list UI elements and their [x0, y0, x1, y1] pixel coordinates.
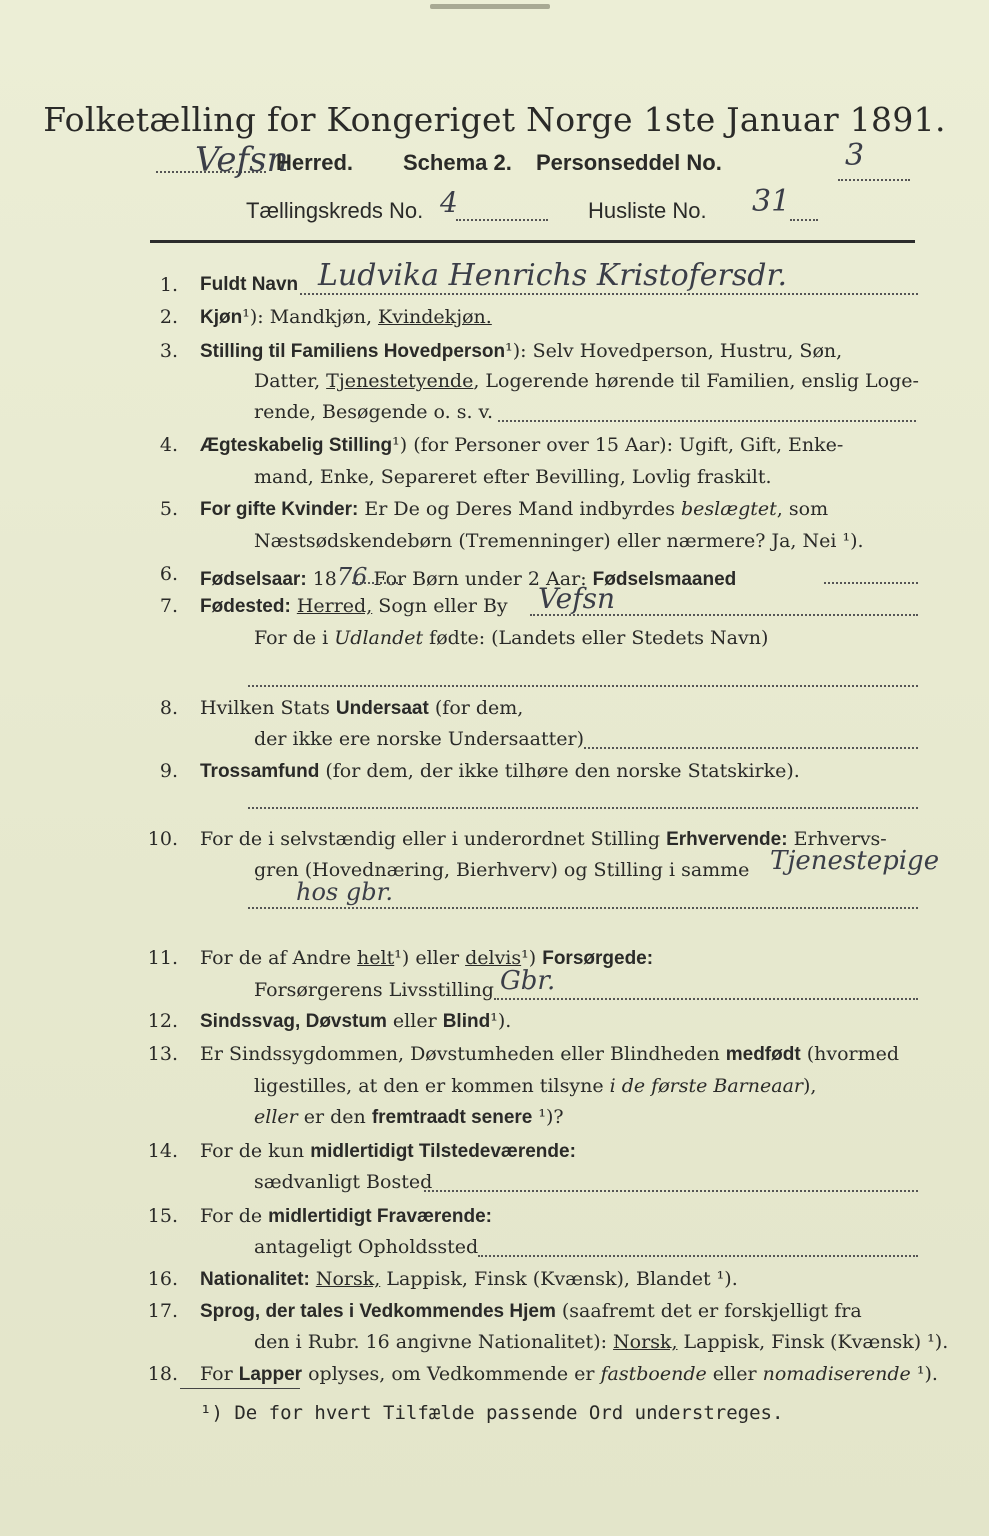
item-15-dots	[478, 1254, 918, 1257]
item-2-text: ¹): Mandkjøn,	[242, 306, 379, 328]
item-16-selected: Norsk,	[315, 1268, 381, 1290]
item-4-label: Ægteskabelig Stilling	[200, 435, 393, 456]
item-2-number: 2.	[159, 306, 178, 328]
item-6-text: 18	[306, 568, 337, 590]
item-1-label: Fuldt Navn	[200, 274, 299, 295]
item-7-line2	[254, 627, 768, 649]
item-10-handwritten2: hos gbr.	[296, 878, 394, 906]
item-11-delvis: delvis	[465, 947, 522, 969]
item-1-number: 1.	[159, 274, 178, 296]
item-4-number: 4.	[159, 434, 178, 456]
item-13-l2i: i de første Barneaar	[609, 1075, 803, 1097]
item-13-line2	[254, 1075, 816, 1097]
item-13-number: 13.	[147, 1043, 178, 1065]
item-17-text: (saafremt det er forskjelligt fra	[555, 1300, 862, 1322]
item-18-number: 18.	[147, 1363, 178, 1385]
item-6-text2: For Børn under 2 Aar:	[367, 568, 593, 590]
item-15-label: midlertidigt Fraværende:	[268, 1206, 492, 1227]
item-15-number: 15.	[147, 1205, 178, 1227]
item-18-ae: ¹).	[910, 1363, 938, 1385]
item-12-line	[200, 1010, 511, 1033]
item-6-dots2	[824, 581, 918, 584]
husliste-handwritten: 31	[752, 184, 791, 219]
item-7-number: 7.	[159, 595, 178, 617]
item-13-l3c: ¹)?	[532, 1106, 564, 1128]
item-4-line2: mand, Enke, Separeret efter Bevilling, Lovlig fraskilt.	[254, 466, 772, 488]
item-18-label: Lapper	[238, 1364, 303, 1385]
item-18-line	[200, 1363, 938, 1386]
item-4-text: ¹) (for Personer over 15 Aar): Ugift, Gift, Enke-	[392, 434, 844, 456]
item-3-line2	[254, 370, 919, 392]
item-10-number: 10.	[147, 828, 178, 850]
item-14-line2: sædvanligt Bosted	[254, 1171, 433, 1193]
kreds-handwritten: 4	[440, 186, 458, 219]
item-17-number: 17.	[147, 1300, 178, 1322]
personseddel-label: Personseddel No.	[536, 150, 722, 175]
item-9-number: 9.	[159, 760, 178, 782]
item-7-dots2	[248, 684, 918, 687]
item-6-label2: Fødselsmaaned	[592, 569, 737, 590]
item-11-helt: helt	[357, 947, 395, 969]
kreds-dots	[456, 218, 548, 221]
item-13-line3	[254, 1106, 564, 1129]
item-12-d: ¹).	[490, 1010, 512, 1032]
item-15-a: For de	[200, 1205, 269, 1227]
item-17-l2a: den i Rubr. 16 angivne Nationalitet):	[254, 1331, 614, 1353]
item-13-a: Er Sindssygdommen, Døvstumheden eller Blindheden	[200, 1043, 726, 1065]
item-9-text: (for dem, der ikke tilhøre den norske Statskirke).	[319, 760, 800, 782]
item-13-l3i: eller	[254, 1106, 298, 1128]
item-11-dots	[494, 997, 918, 1000]
item-10-ac: Erhvervs-	[787, 828, 887, 850]
header-rule	[150, 240, 915, 243]
item-7-label: Fødested:	[200, 596, 291, 617]
herred-label: Herred.	[276, 150, 354, 175]
item-10-a: For de i selvstændig eller i underordnet Stilling	[200, 828, 667, 850]
item-2-selected: Kvindekjøn.	[378, 306, 492, 328]
item-5-text2: , som	[776, 498, 829, 520]
item-15-line2: antageligt Opholdssted	[254, 1236, 479, 1258]
item-13-label: medfødt	[725, 1044, 801, 1065]
item-6-label: Fødselsaar:	[200, 569, 307, 590]
personseddel-handwritten: 3	[845, 138, 865, 173]
item-8-line2: der ikke ere norske Undersaatter)	[254, 728, 584, 750]
item-11-line2: Forsørgerens Livsstilling	[254, 979, 494, 1001]
item-14-a: For de kun	[200, 1140, 311, 1162]
item-7-selected: Herred,	[296, 595, 373, 617]
item-7-text: Sogn eller By	[372, 595, 508, 617]
item-3-dots	[498, 419, 916, 422]
item-11-label: Forsørgede:	[542, 948, 654, 969]
item-3-l2b: , Logerende hørende til Familien, enslig Loge-	[473, 370, 919, 392]
kreds-label: Tællingskreds No.	[246, 198, 424, 223]
item-7-line1	[200, 595, 508, 618]
husliste-label: Husliste No.	[588, 198, 707, 223]
footnote-divider	[180, 1388, 300, 1389]
item-6-dots1	[352, 581, 402, 584]
item-7-handwritten: Vefsn	[538, 582, 615, 615]
item-2-line	[200, 306, 492, 329]
item-10-handwritten1: Tjenestepige	[770, 846, 940, 876]
item-18-ad: eller	[706, 1363, 763, 1385]
item-12-number: 12.	[147, 1010, 178, 1032]
item-16-number: 16.	[147, 1268, 178, 1290]
item-13-l3a: er den	[297, 1106, 372, 1128]
item-4-line1	[200, 434, 843, 457]
item-13-l2b: ),	[803, 1075, 817, 1097]
husliste-dots	[790, 218, 818, 221]
item-8-ac: (for dem,	[428, 697, 524, 719]
item-3-line3: rende, Besøgende o. s. v.	[254, 401, 494, 423]
item-12-b: eller	[386, 1010, 443, 1032]
item-18-a: For	[200, 1363, 239, 1385]
item-5-italic: beslægtet	[681, 498, 777, 520]
item-8-label: Undersaat	[335, 698, 429, 719]
item-8-number: 8.	[159, 697, 178, 719]
schema-label: Schema 2.	[403, 150, 512, 175]
item-11-line1	[200, 947, 653, 970]
item-8-dots	[584, 746, 918, 749]
item-14-dots	[424, 1189, 918, 1192]
item-11-a: For de af Andre	[200, 947, 358, 969]
item-12-label: Sindssvag, Døvstum	[200, 1011, 387, 1032]
item-13-ac: (hvormed	[800, 1043, 900, 1065]
item-11-ab: ¹) eller	[394, 947, 466, 969]
item-10-dots	[248, 906, 918, 909]
item-14-line1	[200, 1140, 576, 1163]
item-13-line1	[200, 1043, 899, 1066]
item-13-l2a: ligestilles, at den er kommen tilsyne	[254, 1075, 610, 1097]
item-16-label: Nationalitet:	[200, 1269, 310, 1290]
item-13-label2: fremtraadt senere	[371, 1107, 533, 1128]
item-3-text: ¹): Selv Hovedperson, Hustru, Søn,	[505, 340, 843, 362]
item-7-l2a: For de i	[254, 627, 335, 649]
item-11-number: 11.	[147, 947, 178, 969]
item-1-handwritten: Ludvika Henrichs Kristofersdr.	[318, 258, 788, 293]
item-11-handwritten: Gbr.	[500, 966, 556, 996]
herred-handwritten: Vefsn	[195, 140, 289, 180]
item-5-line1	[200, 498, 828, 521]
item-12-label2: Blind	[442, 1011, 491, 1032]
item-16-text: Lappisk, Finsk (Kvænsk), Blandet ¹).	[380, 1268, 738, 1290]
item-6-line	[200, 563, 736, 591]
item-1-dots	[300, 292, 918, 295]
footnote: ¹) De for hvert Tilfælde passende Ord understreges.	[200, 1402, 784, 1424]
item-7-dots	[530, 613, 918, 616]
item-6-number: 6.	[159, 563, 178, 585]
item-14-number: 14.	[147, 1140, 178, 1162]
item-18-ai2: nomadiserende	[762, 1363, 911, 1385]
item-9-dots	[248, 806, 918, 809]
item-5-number: 5.	[159, 498, 178, 520]
item-5-label: For gifte Kvinder:	[200, 499, 359, 520]
item-3-label: Stilling til Familiens Hovedperson	[200, 341, 506, 362]
item-3-line1	[200, 340, 842, 363]
item-3-selected: Tjenestetyende	[326, 370, 474, 392]
item-10-line2: gren (Hovednæring, Bierhverv) og Stilling i samme	[254, 859, 750, 881]
item-5-text: Er De og Deres Mand indbyrdes	[358, 498, 682, 520]
item-17-selected: Norsk,	[613, 1331, 678, 1353]
personseddel-dots	[838, 178, 910, 181]
item-17-line2	[254, 1331, 948, 1353]
item-2-label: Kjøn	[200, 307, 243, 328]
item-17-line1	[200, 1300, 862, 1323]
item-16-line	[200, 1268, 738, 1291]
item-3-number: 3.	[159, 340, 178, 362]
item-9-line	[200, 760, 800, 783]
item-3-l2a: Datter,	[254, 370, 327, 392]
item-6-handwritten: 76	[336, 563, 368, 591]
item-11-ac: ¹)	[521, 947, 543, 969]
item-18-ac: oplyses, om Vedkommende er	[302, 1363, 601, 1385]
top-mark	[430, 4, 550, 9]
item-5-line2: Næstsødskendebørn (Tremenninger) eller nærmere? Ja, Nei ¹).	[254, 530, 864, 552]
item-18-ai: fastboende	[600, 1363, 707, 1385]
item-7-l2i: Udlandet	[334, 627, 424, 649]
item-8-line1	[200, 697, 523, 720]
item-14-label: midlertidigt Tilstedeværende:	[310, 1141, 576, 1162]
item-15-line1	[200, 1205, 492, 1228]
item-8-a: Hvilken Stats	[200, 697, 336, 719]
item-9-label: Trossamfund	[200, 761, 320, 782]
item-7-l2b: fødte: (Landets eller Stedets Navn)	[423, 627, 769, 649]
page-title: Folketælling for Kongeriget Norge 1ste Januar 1891.	[43, 100, 946, 139]
item-17-label: Sprog, der tales i Vedkommendes Hjem	[200, 1301, 556, 1322]
item-17-l2b: Lappisk, Finsk (Kvænsk) ¹).	[677, 1331, 949, 1353]
item-10-label: Erhvervende:	[666, 829, 788, 850]
